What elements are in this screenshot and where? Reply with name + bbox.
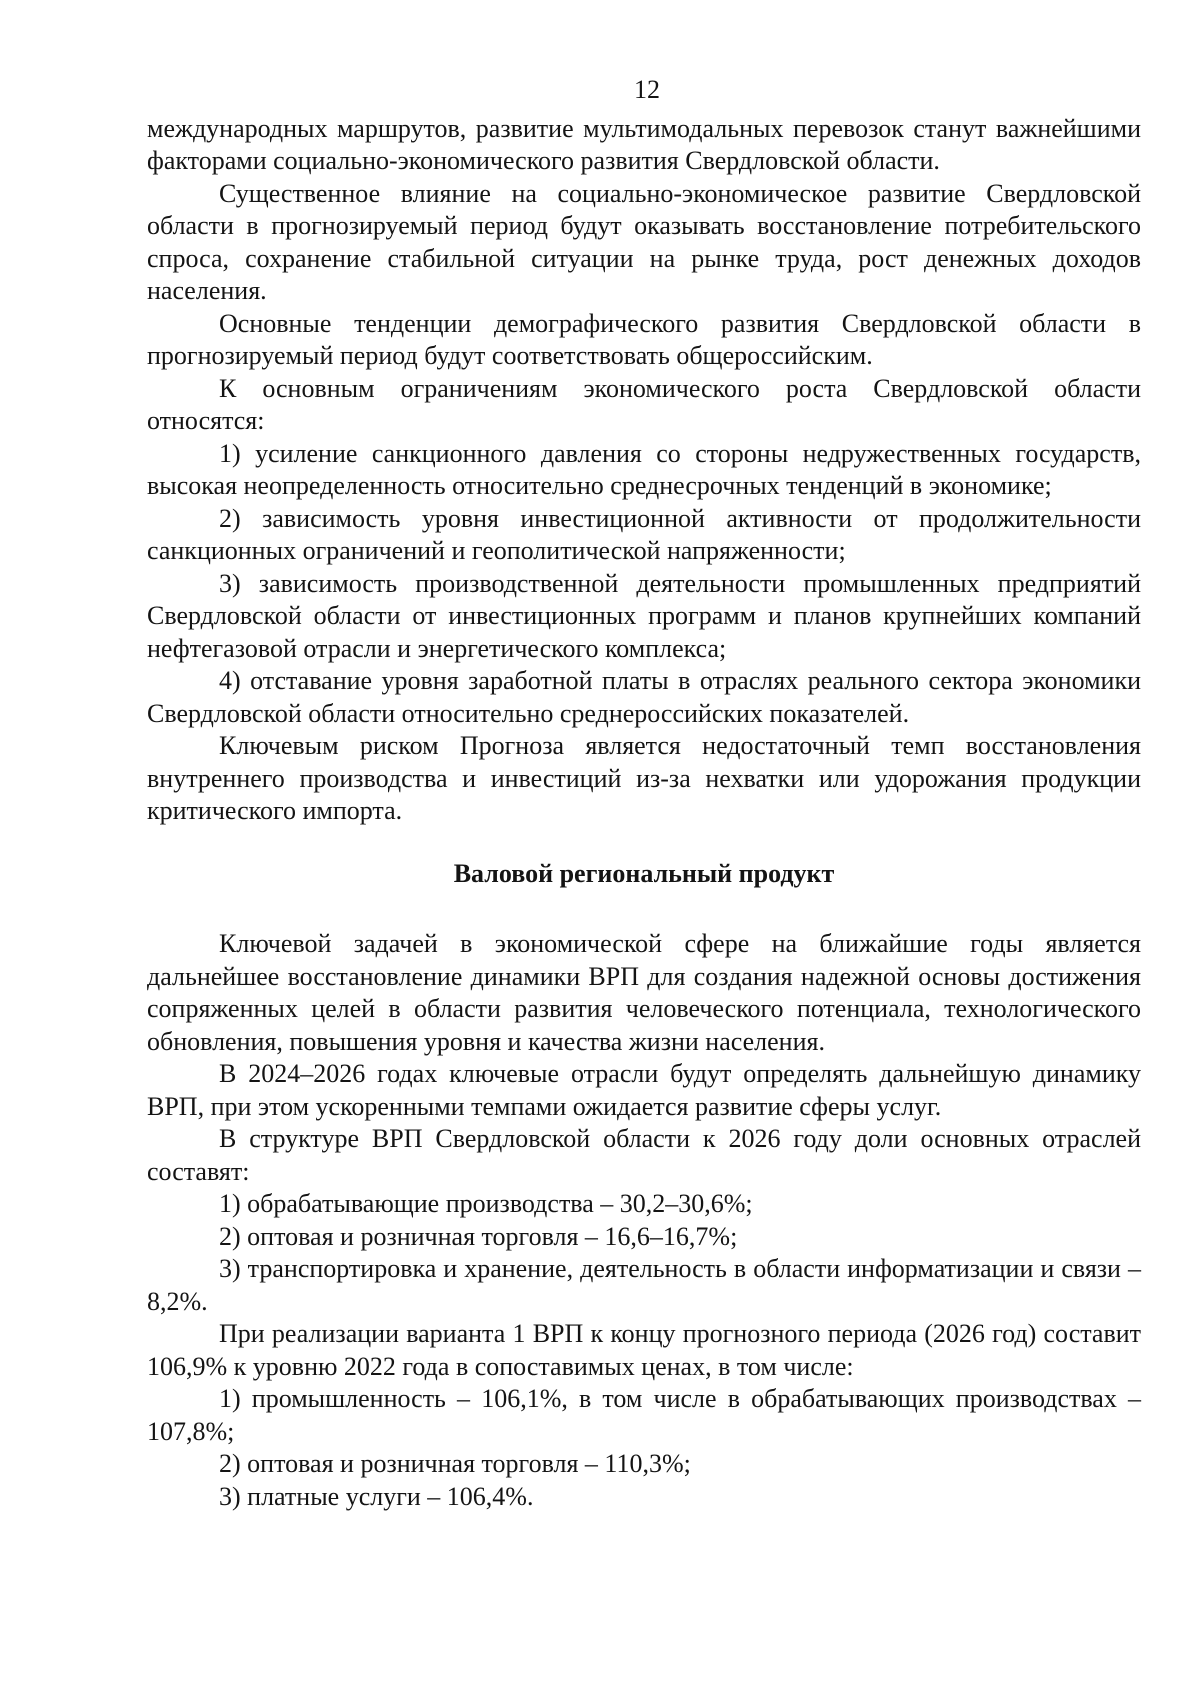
list-item: 2) оптовая и розничная торговля – 16,6–16,7%; — [219, 1221, 738, 1251]
list-item: 2) оптовая и розничная торговля – 110,3%; — [219, 1449, 691, 1478]
paragraph: В 2024–2026 годах ключевые отрасли будут определять дальнейшую динамику ВРП, при этом ускоренными темпами ожидается развитие сферы услуг. — [147, 1059, 1141, 1121]
list-item: 1) усиление санкционного давления со стороны недружественных государств, высокая неопределенность относительно среднесрочных тенденций в экономике; — [147, 438, 1141, 500]
paragraph: Ключевым риском Прогноза является недостаточный темп восстановления внутреннего производства и инвестиций из-за нехватки или удорожания продукции критического импорта. — [147, 731, 1141, 825]
paragraph-continued: международных маршрутов, развитие мультимодальных перевозок станут важнейшими факторами социально-экономического развития Свердловской области. — [147, 113, 1141, 175]
paragraph: Ключевой задачей в экономической сфере на ближайшие годы является дальнейшее восстановление динамики ВРП для создания надежной основы достижения сопряженных целей в области развития человеческого потенциала, технологического обновления, повышения уровня и качества жизни населения. — [147, 929, 1141, 1056]
list-item: 4) отставание уровня заработной платы в отраслях реального сектора экономики Свердловской области относительно среднероссийских показателей. — [147, 666, 1141, 728]
paragraph: При реализации варианта 1 ВРП к концу прогнозного периода (2026 год) составит 106,9% к уровню 2022 года в сопоставимых ценах, в том числе: — [147, 1319, 1141, 1381]
document-page — [147, 74, 1141, 1513]
list-item: 1) обрабатывающие производства – 30,2–30,6%; — [219, 1189, 753, 1218]
list-item: 2) зависимость уровня инвестиционной активности от продолжительности санкционных ограничений и геополитической напряженности; — [147, 503, 1141, 565]
section-heading: Валовой региональный продукт — [453, 858, 835, 888]
paragraph: В структуре ВРП Свердловской области к 2026 году доли основных отраслей составят: — [147, 1124, 1141, 1186]
page-number: 12 — [634, 75, 660, 104]
paragraph: Основные тенденции демографического развития Свердловской области в прогнозируемый период будут соответствовать общероссийским. — [147, 308, 1141, 370]
list-item: 1) промышленность – 106,1%, в том числе в обрабатывающих производствах – 107,8%; — [147, 1384, 1141, 1446]
paragraph: Существенное влияние на социально-экономическое развитие Свердловской области в прогнозируемый период будут оказывать восстановление потребительского спроса, сохранение стабильной ситуации на рынке труда, рост денежных доходов населения. — [147, 178, 1141, 305]
paragraph: К основным ограничениям экономического роста Свердловской области относятся: — [147, 373, 1141, 435]
list-item: 3) транспортировка и хранение, деятельность в области информатизации и связи – 8,2%. — [147, 1254, 1141, 1316]
list-item: 3) зависимость производственной деятельности промышленных предприятий Свердловской области от инвестиционных программ и планов крупнейших компаний нефтегазовой отрасли и энергетического комплекса; — [147, 568, 1141, 663]
list-item: 3) платные услуги – 106,4%. — [219, 1481, 534, 1511]
